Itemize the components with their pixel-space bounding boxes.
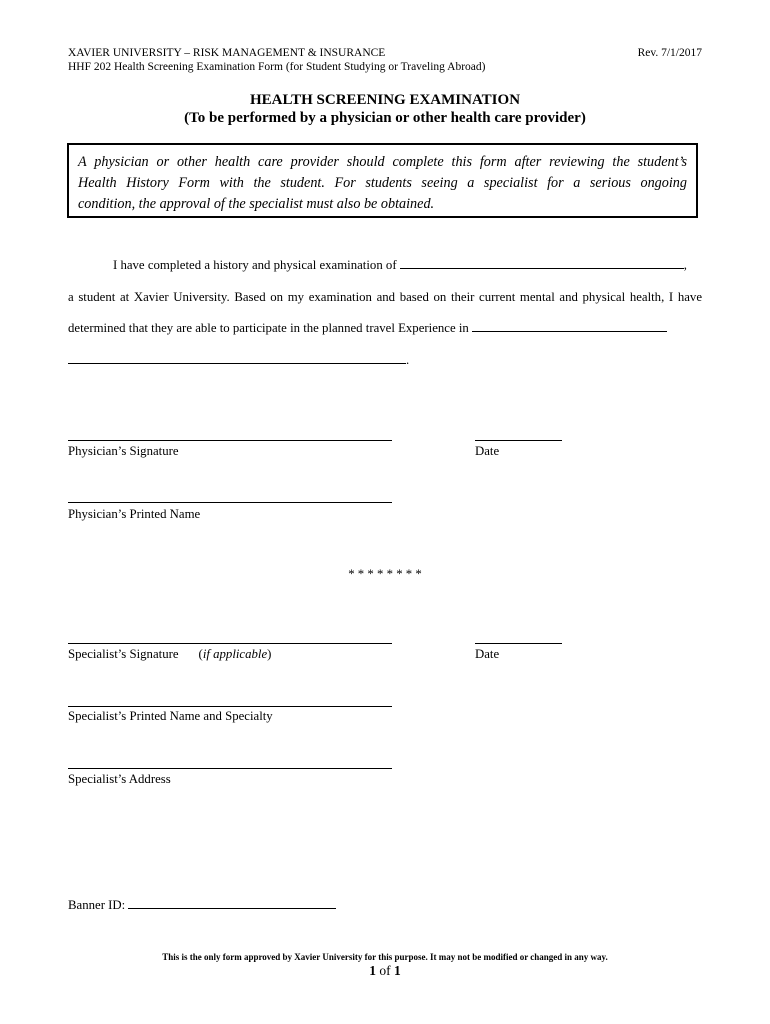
- page-total: 1: [394, 963, 401, 978]
- revision-date: Rev. 7/1/2017: [637, 47, 702, 59]
- notice-line-1: A physician or other health care provider should complete this form after reviewing the student’s: [78, 154, 687, 170]
- specialist-signature-text: Specialist’s Signature: [68, 647, 179, 661]
- if-applicable-note: if applicable: [202, 647, 268, 661]
- specialist-date-label: Date: [475, 647, 500, 661]
- page-title: HEALTH SCREENING EXAMINATION: [249, 92, 521, 108]
- specialist-date-line[interactable]: [475, 643, 562, 644]
- notice-box: [67, 143, 698, 218]
- statement-prefix: I have completed a history and physical examination of: [113, 258, 397, 272]
- specialist-signature-line[interactable]: [68, 643, 392, 644]
- specialist-address-label: Specialist’s Address: [68, 772, 171, 786]
- physician-signature-line[interactable]: [68, 440, 392, 441]
- student-name-field[interactable]: [400, 257, 684, 269]
- page-number: [0, 963, 770, 979]
- banner-id-field[interactable]: [128, 897, 336, 909]
- page-current: 1: [369, 963, 376, 978]
- section-separator: * * * * * * * *: [348, 567, 422, 581]
- specialist-printed-name-line[interactable]: [68, 706, 392, 707]
- footer-notice: This is the only form approved by Xavier University for this purpose. It may not be modified or changed in any way.: [162, 952, 608, 962]
- banner-id-label: Banner ID:: [68, 898, 126, 912]
- header-org-line: XAVIER UNIVERSITY – RISK MANAGEMENT & INSURANCE: [68, 47, 386, 59]
- statement-line-1: [113, 257, 687, 273]
- notice-line-3: condition, the approval of the specialist must also be obtained.: [78, 196, 435, 212]
- banner-id-row: [68, 897, 336, 913]
- physician-printed-name-label: Physician’s Printed Name: [68, 507, 201, 521]
- page-of: of: [379, 963, 391, 978]
- header-form-line: HHF 202 Health Screening Examination Form (for Student Studying or Traveling Abroad): [68, 61, 486, 73]
- physician-printed-name-line[interactable]: [68, 502, 392, 503]
- physician-date-line[interactable]: [475, 440, 562, 441]
- comma: ,: [683, 258, 687, 272]
- page-subtitle: (To be performed by a physician or other health care provider): [184, 110, 586, 126]
- travel-experience-field[interactable]: [472, 320, 667, 332]
- statement-line-3: [68, 320, 667, 336]
- notice-line-2: Health History Form with the student. For students seeing a specialist for a serious ongoing: [78, 175, 687, 191]
- physician-date-label: Date: [475, 444, 500, 458]
- statement-experience-prefix: determined that they are able to participate in the planned travel Experience in: [68, 321, 469, 335]
- statement-line-4: [68, 352, 409, 368]
- physician-signature-label: Physician’s Signature: [68, 444, 179, 458]
- travel-experience-field-continued[interactable]: [68, 352, 406, 364]
- specialist-signature-label: Specialist’s Signature (if applicable): [68, 647, 272, 661]
- period: .: [406, 353, 410, 367]
- specialist-printed-name-label: Specialist’s Printed Name and Specialty: [68, 709, 273, 723]
- specialist-address-line[interactable]: [68, 768, 392, 769]
- statement-line-2: a student at Xavier University. Based on my examination and based on their current mental and physical health, I have: [68, 290, 702, 304]
